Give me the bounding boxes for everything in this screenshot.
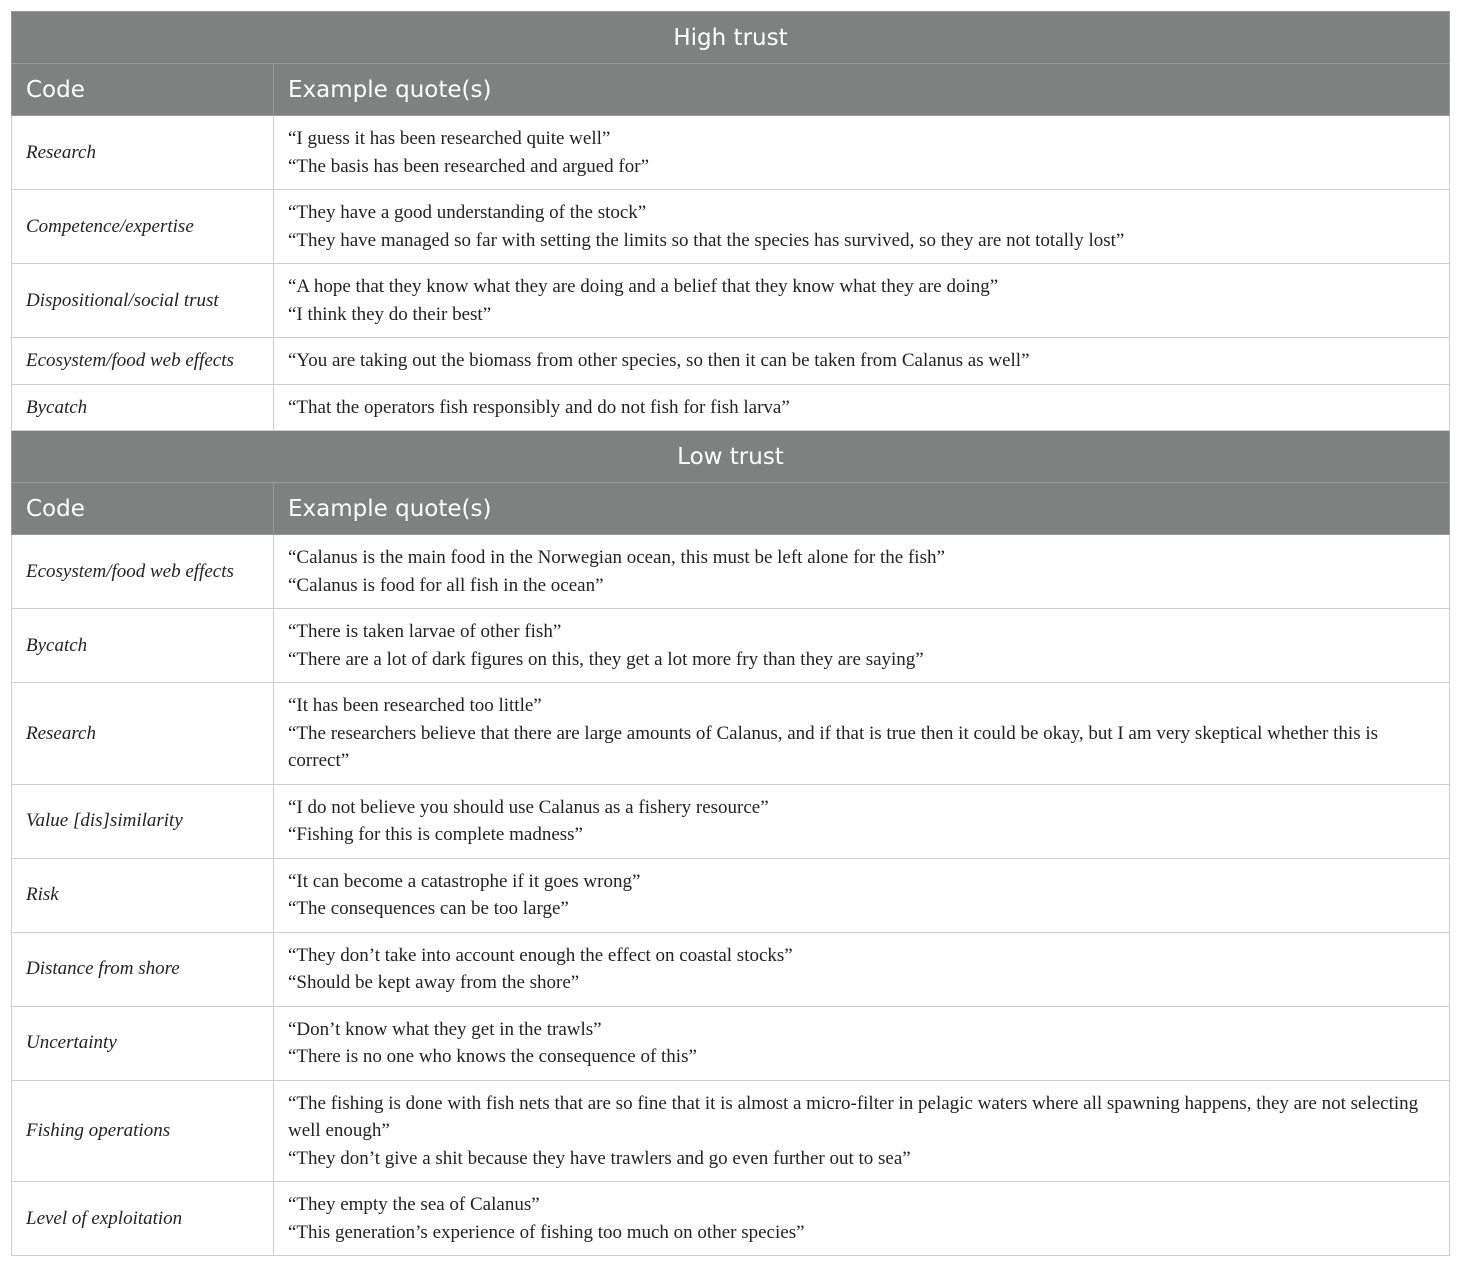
code-cell: Dispositional/social trust [12,264,274,338]
quote: “Don’t know what they get in the trawls” [288,1018,602,1040]
column-header-quotes: Example quote(s) [274,64,1450,116]
quote: “A hope that they know what they are doing and a belief that they know what they are doing” [288,276,999,297]
section-title-row [12,12,1450,64]
quote: “The consequences can be too large” [288,898,569,919]
column-header-row [12,483,1450,535]
table-row [12,264,1450,338]
quote: “I guess it has been researched quite well” [288,128,611,149]
trust-codes-table [11,11,1450,1256]
section-title: High trust [12,12,1450,64]
quote: “They have a good understanding of the stock” [288,202,647,223]
quote: “Calanus is the main food in the Norwegian ocean, this must be left alone for the fish” [288,547,945,568]
column-header-code: Code [12,64,274,116]
quote: “It can become a catastrophe if it goes wrong” [288,870,641,892]
code-cell: Competence/expertise [12,190,274,264]
table-row [12,858,1450,932]
quotes-cell [274,535,1450,609]
code-cell: Ecosystem/food web effects [12,338,274,385]
code-cell: Research [12,116,274,190]
table-row [12,190,1450,264]
quotes-cell [274,1080,1450,1182]
table-row [12,1080,1450,1182]
quote: “The fishing is done with fish nets that are so fine that it is almost a micro-filter in pelagic waters where all spawning happens, they are not selecting well enough” [288,1092,1419,1141]
quote: “They don’t give a shit because they have trawlers and go even further out to sea” [288,1147,911,1169]
quote: “This generation’s experience of fishing too much on other species” [288,1221,805,1243]
table-row [12,384,1450,431]
quote: “I do not believe you should use Calanus as a fishery resource” [288,796,769,818]
column-header-quotes: Example quote(s) [274,483,1450,535]
quotes-cell [274,264,1450,338]
quote: “Calanus is food for all fish in the ocean” [288,574,604,596]
quote: “There is taken larvae of other fish” [288,621,562,642]
code-cell: Value [dis]similarity [12,784,274,858]
quotes-cell [274,190,1450,264]
quote: “The basis has been researched and argued for” [288,155,649,177]
table-row [12,932,1450,1006]
code-cell: Ecosystem/food web effects [12,535,274,609]
table-row [12,1006,1450,1080]
quotes-cell [274,338,1450,385]
quotes-cell [274,1182,1450,1256]
quote: “Should be kept away from the shore” [288,972,580,993]
table-row [12,535,1450,609]
code-cell: Bycatch [12,384,274,431]
code-cell: Fishing operations [12,1080,274,1182]
quote: “There is no one who knows the consequence of this” [288,1046,697,1067]
quotes-cell [274,1006,1450,1080]
code-cell: Level of exploitation [12,1182,274,1256]
column-header-row [12,64,1450,116]
quotes-cell [274,384,1450,431]
quotes-cell [274,116,1450,190]
quote: “They don’t take into account enough the effect on coastal stocks” [288,944,793,966]
code-cell: Research [12,683,274,785]
code-cell: Uncertainty [12,1006,274,1080]
table-row [12,784,1450,858]
quote: “The researchers believe that there are large amounts of Calanus, and if that is true then it could be okay, but I am very skeptical whether this is correct” [288,722,1379,771]
table-row [12,683,1450,785]
quote: “You are taking out the biomass from other species, so then it can be taken from Calanus as well” [288,350,1030,371]
quote: “They empty the sea of Calanus” [288,1194,540,1215]
quote: “I think they do their best” [288,303,492,325]
quote: “There are a lot of dark figures on this, they get a lot more fry than they are saying” [288,648,924,670]
column-header-code: Code [12,483,274,535]
code-cell: Bycatch [12,609,274,683]
quotes-cell [274,932,1450,1006]
quote: “They have managed so far with setting the limits so that the species has survived, so they are not totally lost” [288,229,1125,251]
code-cell: Risk [12,858,274,932]
quotes-cell [274,609,1450,683]
code-cell: Distance from shore [12,932,274,1006]
table-row [12,116,1450,190]
quote: “Fishing for this is complete madness” [288,824,583,845]
section-title-row [12,431,1450,483]
section-title: Low trust [12,431,1450,483]
table-row [12,338,1450,385]
quote: “It has been researched too little” [288,695,542,716]
table-row [12,1182,1450,1256]
quotes-cell [274,784,1450,858]
quotes-cell [274,683,1450,785]
quotes-cell [274,858,1450,932]
quote: “That the operators fish responsibly and do not fish for fish larva” [288,396,790,418]
table-row [12,609,1450,683]
